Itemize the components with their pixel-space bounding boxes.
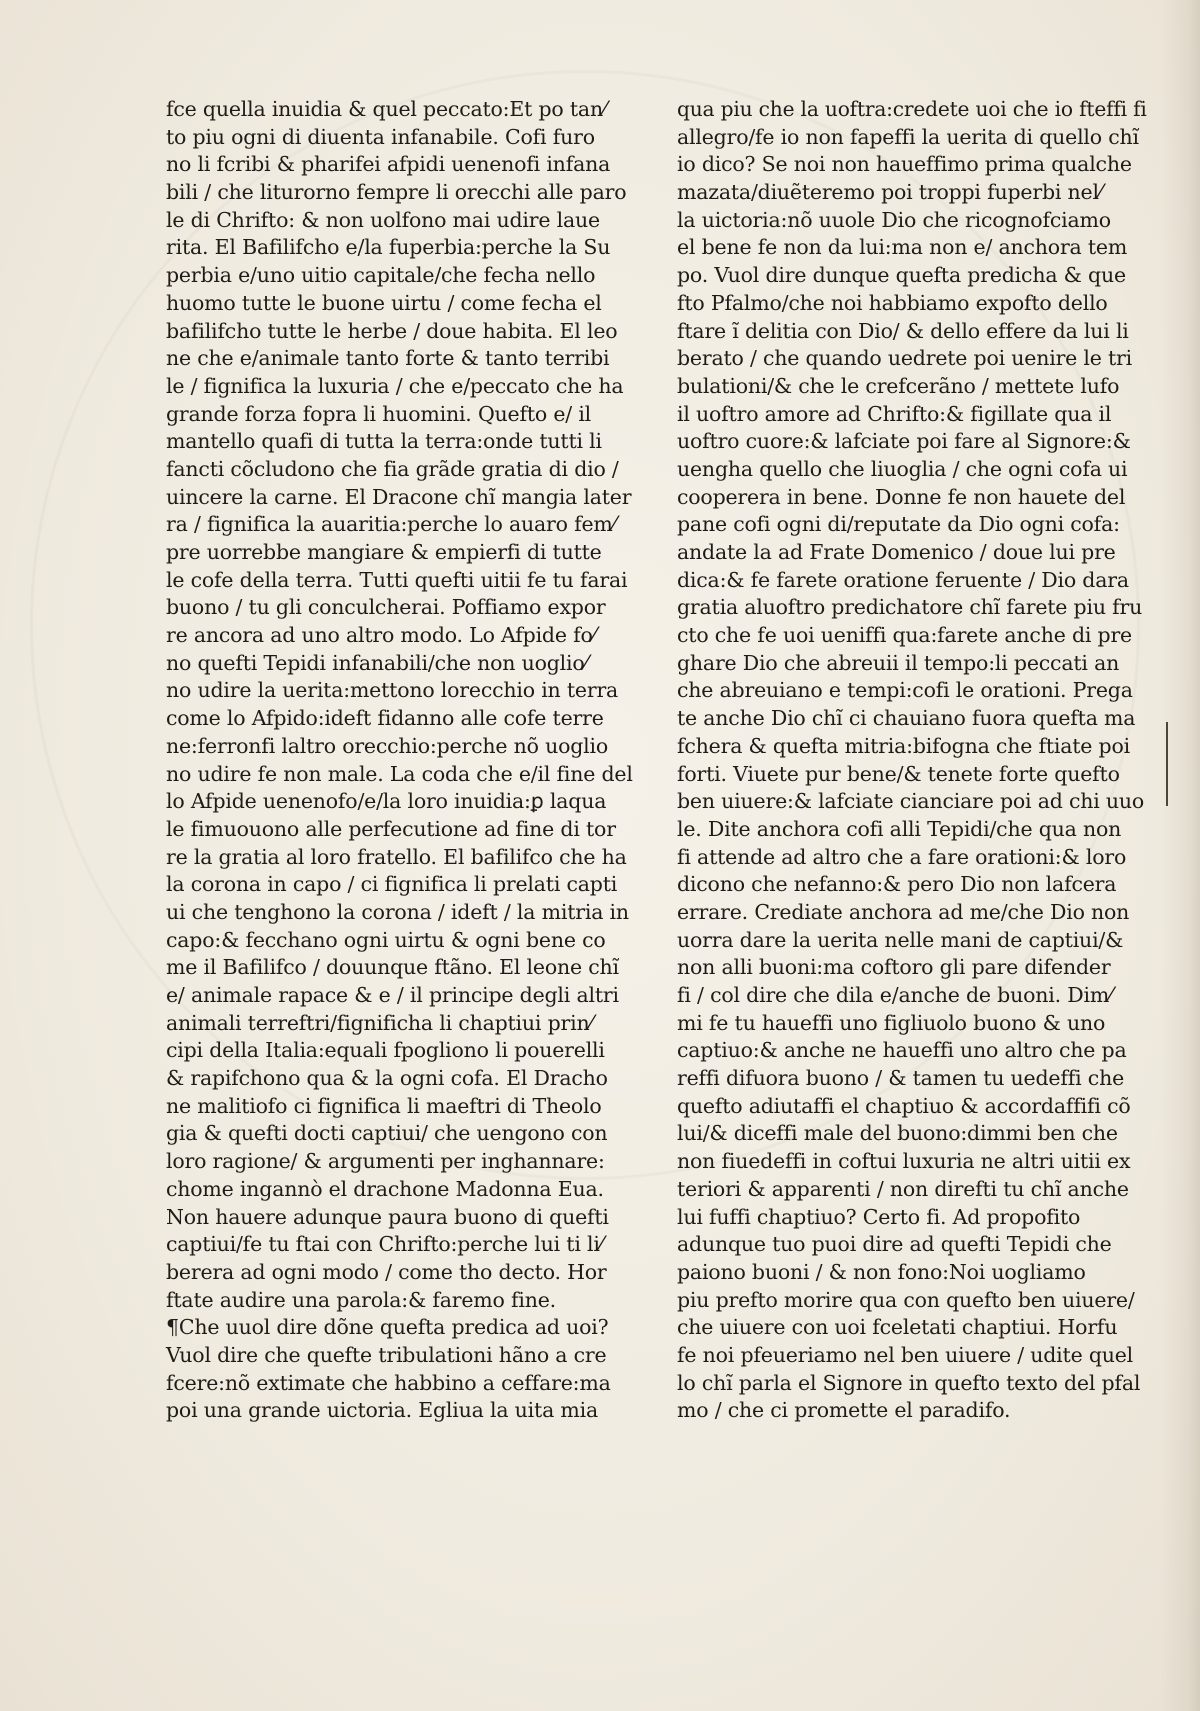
text-line: re la gratia al loro fratello. El bafilifco che ha [166, 844, 627, 869]
text-line: perbia e/uno uitio capitale/che fecha nello [166, 263, 596, 288]
margin-line-mark [1166, 722, 1168, 806]
text-line: bili / che liturorno fempre li orecchi alle paro [166, 180, 627, 205]
text-line: animali terreftri/fignificha li chaptiui prin⁄ [166, 1010, 593, 1035]
text-line: Non hauere adunque paura buono di quefti [166, 1204, 609, 1229]
text-line: huomo tutte le buone uirtu / come fecha el [166, 290, 602, 315]
text-line: berato / che quando uedrete poi uenire le tri [677, 346, 1133, 371]
text-line: allegro/fe io non fapeffi la uerita di quello chĩ [677, 124, 1139, 149]
text-line: no li fcribi & pharifei afpidi uenenofi infana [166, 152, 611, 177]
text-line: gia & quefti docti captiui/ che uengono con [166, 1121, 608, 1146]
text-line: le. Dite anchora cofi alli Tepidi/che qua non [677, 816, 1122, 841]
left-text-column [166, 96, 636, 1425]
text-line: che abreuiano e tempi:cofi le orationi. Prega [677, 678, 1133, 703]
text-line: lo chĩ parla el Signore in quefto texto del pfal [677, 1370, 1141, 1395]
text-line: Vuol dire che quefte tribulationi hãno a cre [166, 1342, 607, 1367]
text-line: no quefti Tepidi infanabili/che non uoglio⁄ [166, 650, 588, 675]
text-line: adunque tuo puoi dire ad quefti Tepidi che [677, 1232, 1112, 1257]
text-line: chome ingannò el drachone Madonna Eua. [166, 1176, 604, 1201]
text-line: fce quella inuidia & quel peccato:Et po tan⁄ [166, 97, 607, 121]
text-line: uengha quello che liuoglia / che ogni cofa ui [677, 456, 1128, 481]
text-line: me il Bafilifco / douunque ftãno. El leone chĩ [166, 955, 619, 980]
text-line: captiuo:& anche ne haueffi uno altro che pa [677, 1038, 1127, 1063]
text-line: dica:& fe farete oratione feruente / Dio dara [677, 567, 1129, 592]
text-line: lui/& diceffi male del buono:dimmi ben che [677, 1121, 1118, 1146]
text-line: ben uiuere:& lafciate cianciare poi ad chi uuo [677, 789, 1145, 814]
text-line: andate la ad Frate Domenico / doue lui pre [677, 540, 1116, 564]
text-line: ghare Dio che abreuii il tempo:li peccati an [677, 650, 1120, 675]
text-line: lo Afpide uenenofo/e/la loro inuidia:ꝑ laqua [166, 789, 607, 814]
text-line: paiono buoni / & non fono:Noi uogliamo [677, 1259, 1086, 1284]
text-line: to piu ogni di diuenta infanabile. Cofi furo [166, 124, 595, 149]
text-line: la corona in capo / ci fignifica li prelati capti [166, 872, 618, 897]
text-line: captiui/fe tu ftai con Chrifto:perche lui ti li⁄ [166, 1232, 603, 1257]
text-line: ftare ĩ delitia con Dio/ & dello effere da lui li [677, 318, 1129, 343]
text-line: mazata/diuẽteremo poi troppi fuperbi nel⁄ [677, 180, 1103, 205]
text-line: lui fuffi chaptiuo? Certo fi. Ad propofito [677, 1204, 1081, 1229]
text-line: fi attende ad altro che a fare orationi:& loro [677, 844, 1127, 869]
text-line: poi una grande uictoria. Egliua la uita mia [166, 1398, 599, 1423]
text-line: ftate audire una parola:& faremo fine. [166, 1287, 556, 1312]
right-text-column [677, 96, 1147, 1425]
text-line: te anche Dio chĩ ci chauiano fuora quefta ma [677, 706, 1136, 731]
text-line: quefto adiutaffi el chaptiuo & accordaffifi cõ [677, 1093, 1131, 1118]
text-line: uincere la carne. El Dracone chĩ mangia later [166, 484, 632, 509]
text-line: mi fe tu haueffi uno figliuolo buono & uno [677, 1010, 1106, 1035]
text-line: forti. Viuete pur bene/& tenete forte quefto [677, 761, 1120, 786]
text-line: no udire fe non male. La coda che e/il fine del [166, 761, 633, 786]
text-line: mo / che ci promette el paradifo. [677, 1398, 1011, 1423]
text-line: fe noi pfeueriamo nel ben uiuere / udite quel [677, 1342, 1134, 1367]
text-line: buono / tu gli conculcherai. Poffiamo expor [166, 595, 606, 620]
text-line: rita. El Bafilifcho e/la fuperbia:perche la Su [166, 235, 611, 260]
text-line: no udire la uerita:mettono lorecchio in terra [166, 678, 619, 703]
binding-shadow [1160, 0, 1200, 1711]
text-line: ne che e/animale tanto forte & tanto terribi [166, 346, 610, 371]
text-line: gratia aluoftro predichatore chĩ farete piu fru [677, 595, 1143, 620]
text-line: re ancora ad uno altro modo. Lo Afpide fo⁄ [166, 623, 596, 648]
text-line: qua piu che la uoftra:credete uoi che io fteffi fi [677, 97, 1147, 121]
text-line: le fimuouono alle perfecutione ad fine di tor [166, 816, 616, 841]
text-line: mantello quafi di tutta la terra:onde tutti li [166, 429, 602, 454]
text-line: ne malitiofo ci fignifica li maeftri di Theolo [166, 1093, 602, 1118]
text-line: loro ragione/ & argumenti per inghannare: [166, 1149, 605, 1174]
text-line: errare. Crediate anchora ad me/che Dio non [677, 899, 1130, 924]
text-line: fto Pfalmo/che noi habbiamo expofto dello [677, 290, 1108, 315]
text-line: non alli buoni:ma coftoro gli pare difender [677, 955, 1111, 980]
text-line: le / fignifica la luxuria / che e/peccato che ha [166, 373, 624, 398]
text-line: uorra dare la uerita nelle mani de captiui/& [677, 927, 1124, 952]
text-line: grande forza fopra li huomini. Quefto e/ il [166, 401, 592, 426]
text-line: cipi della Italia:equali fpogliono li pouerelli [166, 1038, 605, 1063]
text-line: cooperera in bene. Donne fe non hauete del [677, 484, 1126, 509]
text-line: po. Vuol dire dunque quefta predicha & que [677, 263, 1126, 288]
text-line: ra / fignifica la auaritia:perche lo auaro fem⁄ [166, 512, 616, 537]
text-line: capo:& fecchano ogni uirtu & ogni bene co [166, 927, 606, 952]
text-line: ui che tenghono la corona / ideft / la mitria in [166, 899, 629, 924]
text-line: dicono che nefanno:& pero Dio non lafcera [677, 872, 1117, 897]
text-line: uoftro cuore:& lafciate poi fare al Signore:& [677, 429, 1131, 454]
text-line: ne:ferronfi laltro orecchio:perche nõ uoglio [166, 733, 609, 758]
text-line: fi / col dire che dila e/anche de buoni. Dim⁄ [677, 983, 1113, 1007]
text-line: cto che fe uoi ueniffi qua:farete anche di pre [677, 623, 1132, 648]
text-line: fcere:nõ extimate che habbino a ceffare:ma [166, 1370, 611, 1395]
text-line: & rapifchono qua & la ogni cofa. El Dracho [166, 1066, 608, 1091]
text-line: e/ animale rapace & e / il principe degli altri [166, 983, 619, 1007]
text-line: io dico? Se noi non haueffimo prima qualche [677, 152, 1132, 177]
text-line: le cofe della terra. Tutti quefti uitii fe tu farai [166, 567, 628, 592]
text-line: teriori & apparenti / non direfti tu chĩ anche [677, 1176, 1129, 1201]
text-line: fancti cõcludono che fia grãde gratia di dio / [166, 456, 619, 481]
text-line: che uiuere con uoi fceletati chaptiui. Horfu [677, 1315, 1118, 1340]
text-line: berera ad ogni modo / come tho decto. Hor [166, 1259, 607, 1284]
text-line: le di Chrifto: & non uolfono mai udire laue [166, 207, 600, 232]
text-line: il uoftro amore ad Chrifto:& figillate qua il [677, 401, 1112, 426]
text-line: piu prefto morire qua con quefto ben uiuere/ [677, 1287, 1135, 1312]
text-line: bulationi/& che le crefcerãno / mettete lufo [677, 373, 1120, 398]
text-line: fchera & quefta mitria:bifogna che ftiate poi [677, 733, 1130, 758]
text-line: pane cofi ogni di/reputate da Dio ogni cofa: [677, 512, 1120, 537]
text-line: non fiuedeffi in coftui luxuria ne altri uitii ex [677, 1149, 1131, 1174]
text-line: come lo Afpido:ideft fidanno alle cofe terre [166, 706, 604, 731]
text-line: pre uorrebbe mangiare & empierfi di tutte [166, 540, 602, 564]
text-line: el bene fe non da lui:ma non e/ anchora tem [677, 235, 1128, 260]
text-line: ¶Che uuol dire dõne quefta predica ad uoi? [166, 1315, 609, 1340]
text-line: bafilifcho tutte le herbe / doue habita. El leo [166, 318, 618, 343]
text-line: la uictoria:nõ uuole Dio che ricognofciamo [677, 207, 1111, 232]
text-line: reffi difuora buono / & tamen tu uedeffi che [677, 1066, 1125, 1091]
